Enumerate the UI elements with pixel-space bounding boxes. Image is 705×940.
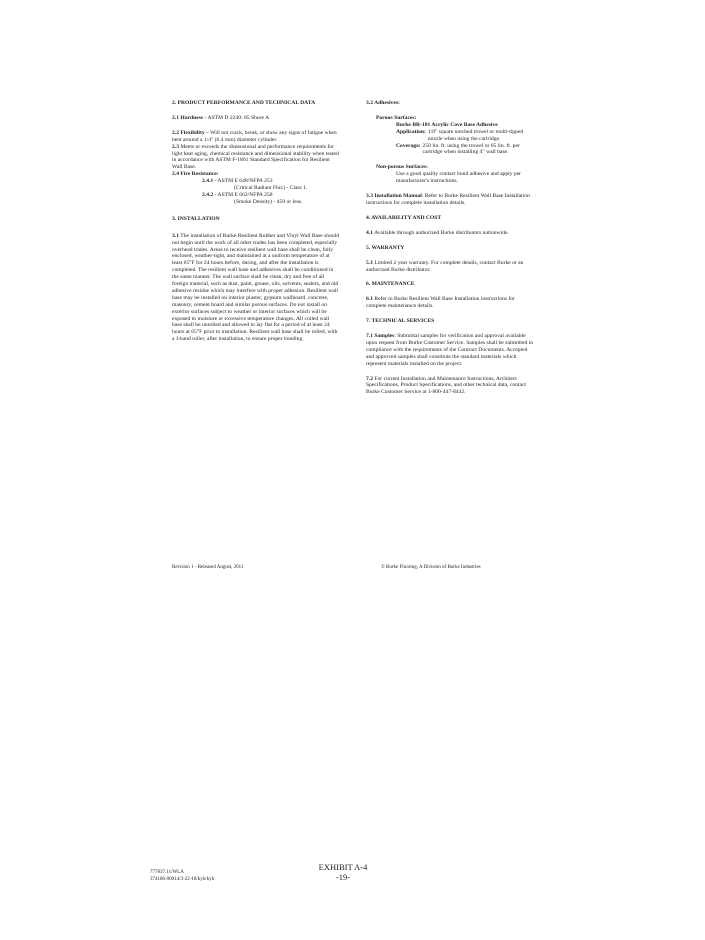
application-label: Application: <box>396 128 426 135</box>
section-3-title: 3. INSTALLATION <box>172 215 220 222</box>
section-3-3: 3.3 Installation Manual: Refer to Burke Resilient Wall Base Installation instructions for complete installation details. <box>366 193 530 206</box>
left-column <box>172 100 340 343</box>
copyright-footer: © Burke Flooring, A Division of Burke Industries <box>381 565 481 570</box>
section-2-3: 2.3 Meets or exceeds the dimensional and performance requirements for light heat aging, chemical resistance and dimensional stability when tested in accordance with ASTM F-1861 Standard Specification for Resilient Wall Base. <box>172 143 339 171</box>
section-2-2: 2.2 Flexibility – Will not crack, break, or show any signs of fatigue when bent around a 1/4" (6.4 mm) diameter cylinder. <box>172 129 337 143</box>
revision-footer: Revision 1 - Released August, 2011 <box>172 565 244 570</box>
section-3-2-title: 3.2 Adhesives: <box>366 100 400 106</box>
section-2-4-1: 2.4.1 - ASTM E 648/NFPA 253 <box>202 178 273 185</box>
section-6-1: 6.1 Refer to Burke Resilient Wall Base Installation instructions for complete maintenance details. <box>366 296 515 310</box>
porous-product: Burke BR-101 Acrylic Cove Base Adhesive <box>396 121 498 128</box>
right-column <box>366 100 534 396</box>
section-6-title: 6. MAINTENANCE <box>366 281 415 288</box>
document-code-2: 374186-00014/3-22-18/kyh/kyh <box>150 877 215 882</box>
porous-surfaces-label: Porous Surfaces: <box>376 114 417 121</box>
exhibit-title: EXHIBIT A-4 <box>318 862 368 872</box>
section-2-title: 2. PRODUCT PERFORMANCE AND TECHNICAL DATA <box>172 100 316 106</box>
section-7-title: 7. TECHNICAL SERVICES <box>366 318 435 325</box>
coverage-row <box>366 143 534 157</box>
section-2-4-1-sub: (Critical Radiant Flux) - Class 1. <box>234 185 308 192</box>
application-row <box>366 129 534 143</box>
application-text: 1/8" square notched trowel or multi-tipped nozzle when using the cartridge. <box>427 128 524 142</box>
section-7-2: 7.2 For current Installation and Maintenance Instructions, Architect Specifications, Product Specifications, and other technical data, contact Burke Customer Service at 1-800-447-8442. <box>366 375 526 396</box>
section-2-4-2: 2.4.2 - ASTM E 662/NFPA 258 <box>202 191 273 198</box>
section-4-title: 4. AVAILABILITY AND COST <box>366 214 442 221</box>
exhibit-label <box>318 862 368 882</box>
section-4-1: 4.1 Available through authorized Burke distributors nationwide. <box>366 229 509 236</box>
document-codes <box>150 869 214 883</box>
section-5-1: 5.1 Limited 2 year warranty. For complete details, contact Burke or an authorized Burke distributor. <box>366 259 524 273</box>
nonporous-text: Use a good quality contact bond adhesive and apply per manufacturer's instructions. <box>396 171 522 185</box>
section-2-4-2-sub: (Smoke Density) - 450 or less. <box>234 198 303 205</box>
document-code-1: 777837.11/WLA <box>150 870 184 875</box>
section-2-4: 2.4 Fire Resistance: <box>172 171 219 178</box>
section-7-1: 7.1 Samples: Submittal samples for verification and approval available upon request from Burke Customer Service. Samples shall be submitted in compliance with the requirements of the Contract Documents. Accepted and approved samples shall constitute the standard materials which represent materials installed on the project. <box>366 333 534 367</box>
section-3-1: 3.1 The installation of Burke Resilient Rubber and Vinyl Wall Base should not begin until the work of all other trades has been completed, especially overhead trades. Areas to receive resilient wall base shall be clean, fully enclosed, weather-tight, and maintained at a uniform temperature of at least 65°F for 24 hours before, during, and after the installation is completed. The resilient wall base and adhesives shall be conditioned in the same manner. The wall surface shall be clean, dry and free of all foreign material, such as dust, paint, grease, oils, solvents, sealers, and old adhesive residue which may interfere with proper adhesion. Resilient wall base may be installed on interior plaster, gypsum wallboard, concrete, masonry, cement board and similar porous surfaces. Do not install on exterior surfaces subject to weather or interior surfaces which will be exposed to moisture or excessive temperature changes. All coiled wall base shall be unrolled and allowed to lay flat for a period of at least 24 hours at 65°F prior to installation. Resilient wall base shall be rolled, with a J-hand roller, after installation, to ensure proper bonding. <box>172 232 340 343</box>
section-2-1: 2.1 Hardness - ASTM D 2240: 85 Shore A <box>172 114 270 121</box>
coverage-text: 250 lin. ft. using the trowel or 65 lin. ft. per cartridge when installing 4" wall base. <box>422 142 520 156</box>
page-number: -19- <box>335 872 351 882</box>
coverage-label: Coverage: <box>396 142 421 149</box>
nonporous-surfaces-label: Non-porous Surfaces: <box>376 164 428 171</box>
section-5-title: 5. WARRANTY <box>366 244 405 251</box>
